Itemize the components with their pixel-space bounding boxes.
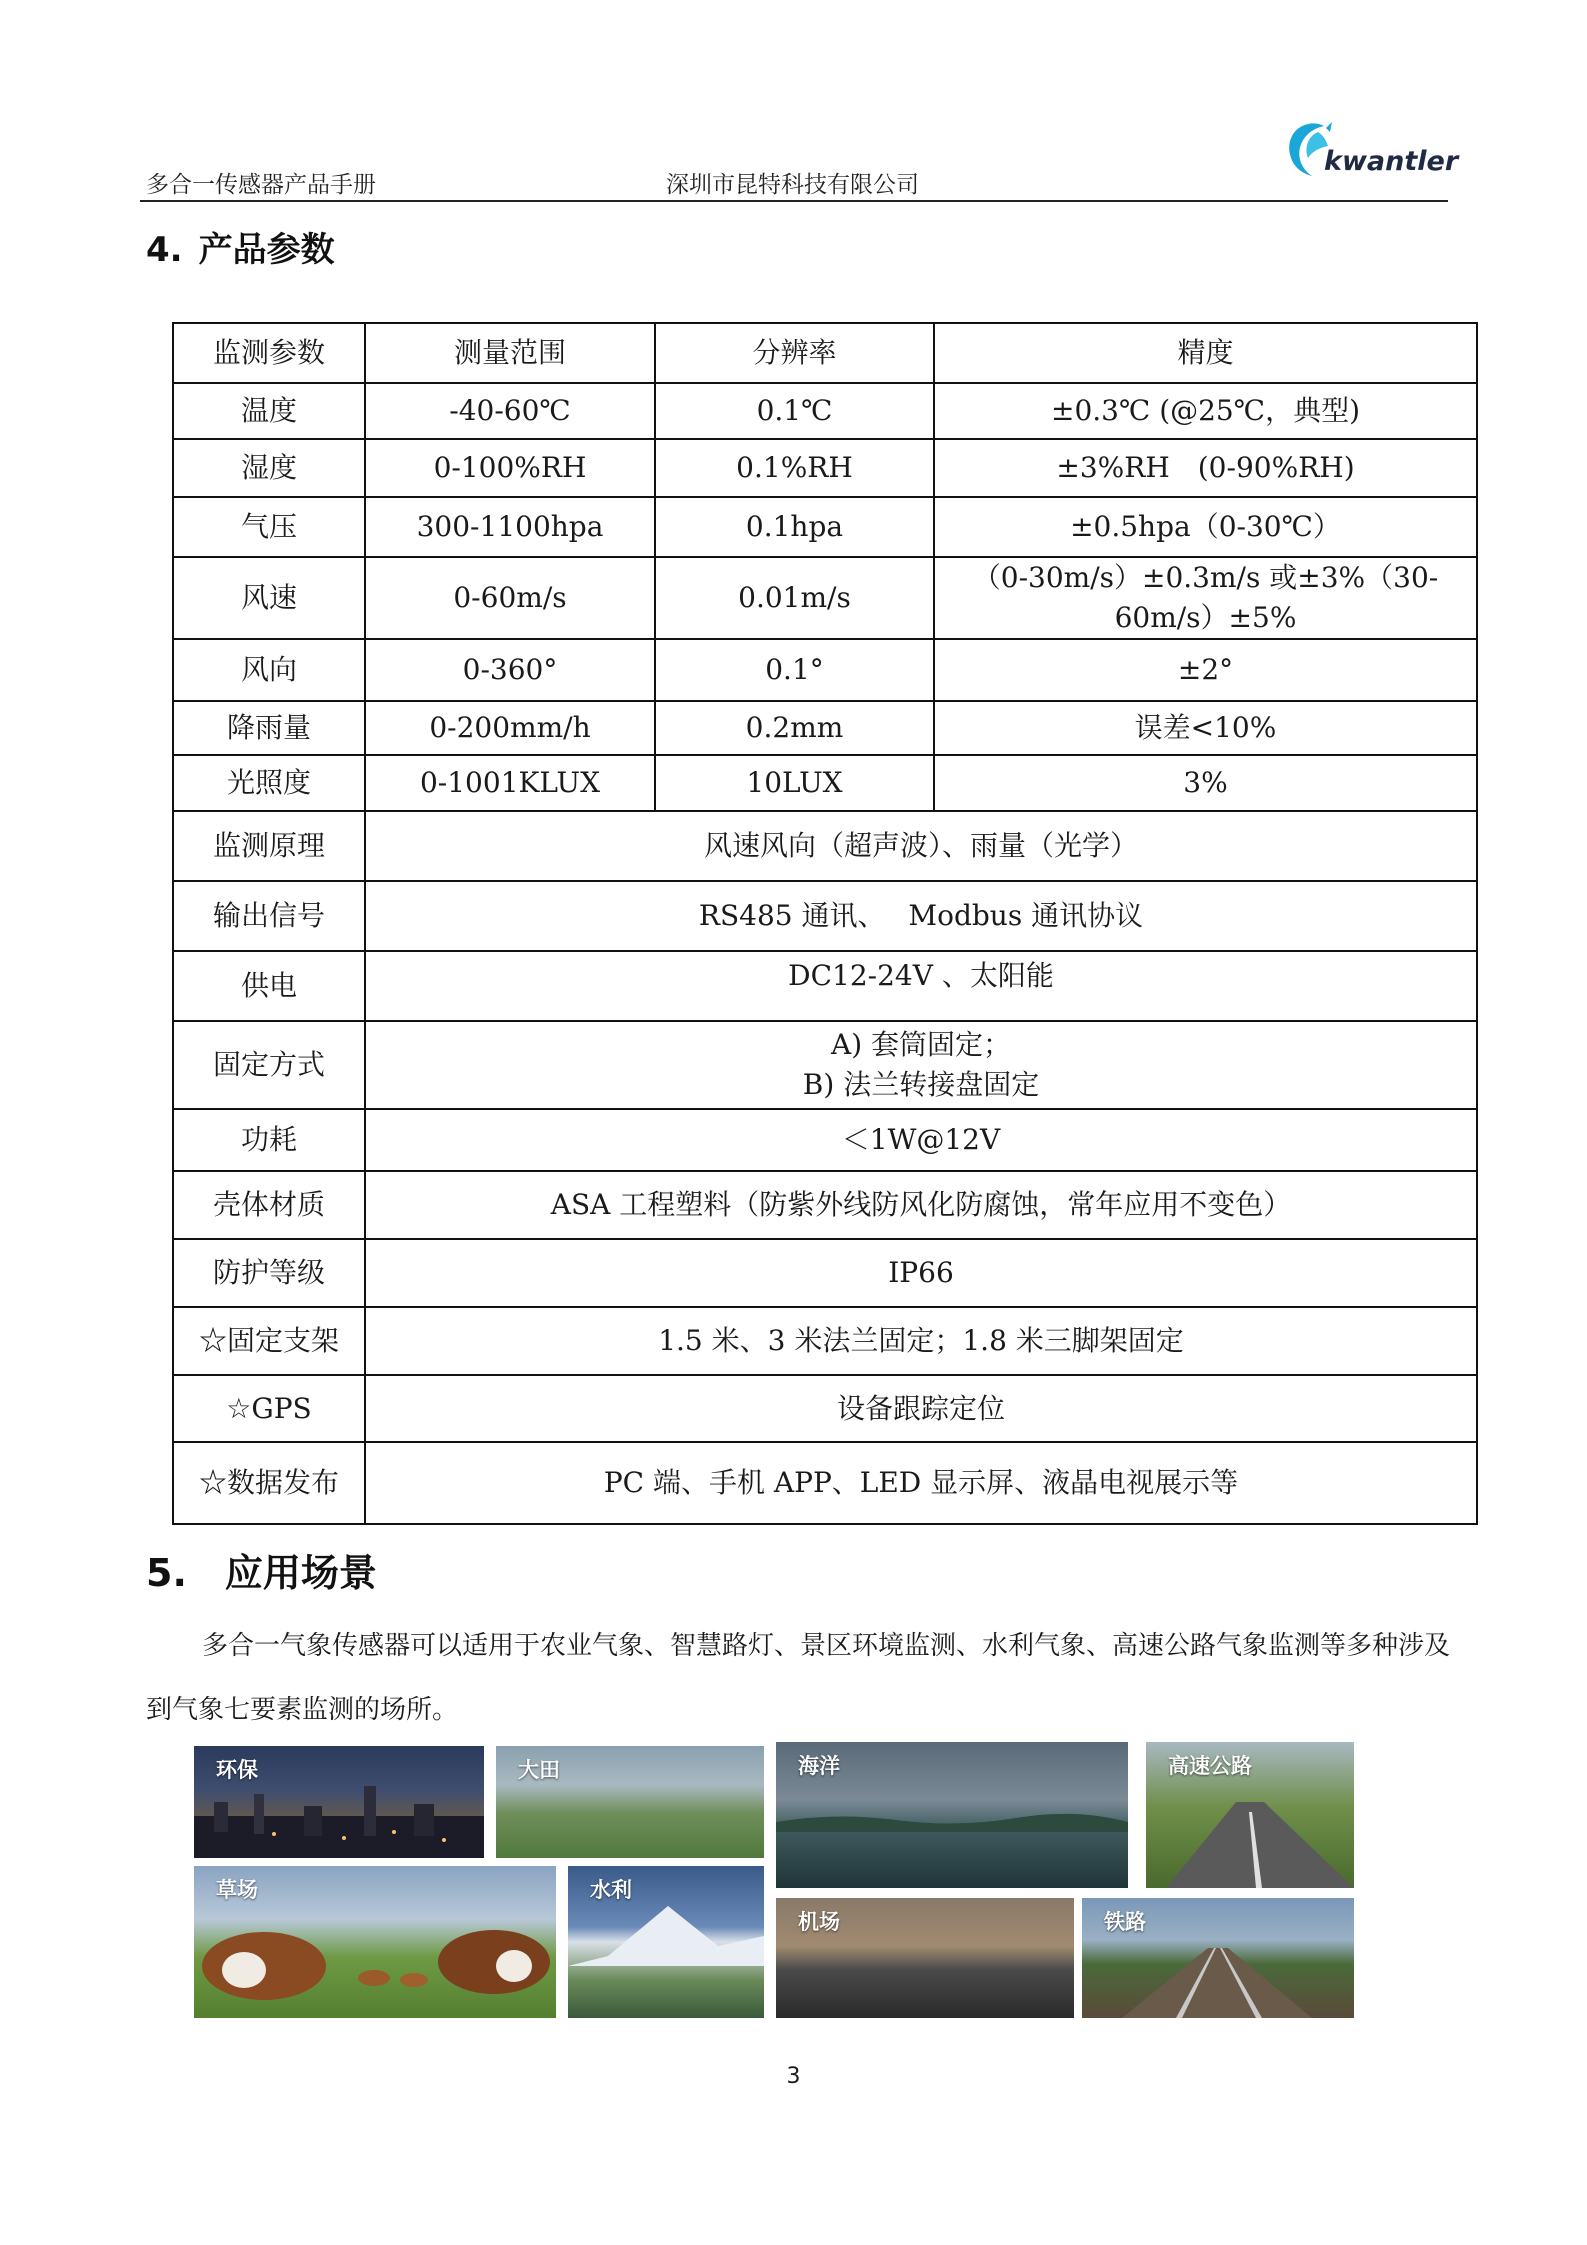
kwantler-logo <box>1278 110 1458 190</box>
param-range: 0-100%RH <box>365 439 655 497</box>
header-cell: 精度 <box>934 323 1477 383</box>
logo-text: kwantler <box>1324 146 1459 177</box>
header-divider <box>140 200 1448 202</box>
table-row <box>173 701 1477 755</box>
scene-tile-field <box>496 1746 764 1858</box>
application-paragraph: 多合一气象传感器可以适用于农业气象、智慧路灯、景区环境监测、水利气象、高速公路气象监测等多种涉及到气象七要素监测的场所。 <box>146 1631 1451 1725</box>
scene-tile-highway <box>1146 1742 1354 1888</box>
param-name: 风速 <box>173 557 365 639</box>
param-name: 湿度 <box>173 439 365 497</box>
table-row <box>173 755 1477 811</box>
value-line: A) 套筒固定； <box>830 1028 1012 1061</box>
product-parameters-table <box>172 322 1478 1525</box>
table-row <box>173 557 1477 639</box>
param-value: ＜1W@12V <box>365 1109 1477 1171</box>
param-name: 气压 <box>173 497 365 557</box>
value-line: B) 法兰转接盘固定 <box>802 1068 1040 1101</box>
param-accuracy: 误差<10% <box>934 701 1477 755</box>
table-row <box>173 1307 1477 1375</box>
company-name: 深圳市昆特科技有限公司 <box>666 172 919 198</box>
scene-tile-ocean <box>776 1742 1128 1888</box>
tile-label: 大田 <box>518 1758 560 1782</box>
page-number: 3 <box>786 2064 801 2089</box>
table-row <box>173 1021 1477 1109</box>
param-accuracy: ±0.5hpa（0-30℃） <box>934 497 1477 557</box>
param-value: 风速风向（超声波）、雨量（光学） <box>365 811 1477 881</box>
param-range: 300-1100hpa <box>365 497 655 557</box>
scene-tile-environment <box>194 1746 484 1858</box>
tile-label: 机场 <box>798 1910 840 1934</box>
param-resolution: 0.2mm <box>655 701 934 755</box>
table-row <box>173 1109 1477 1171</box>
table-row <box>173 1239 1477 1307</box>
param-name: 功耗 <box>173 1109 365 1171</box>
param-value: ASA 工程塑料（防紫外线防风化防腐蚀，常年应用不变色） <box>365 1171 1477 1239</box>
param-name: 固定方式 <box>173 1021 365 1109</box>
param-accuracy: ±3%RH (0-90%RH) <box>934 439 1477 497</box>
scene-tile-airport <box>776 1898 1074 2018</box>
tile-label: 高速公路 <box>1168 1754 1252 1778</box>
tile-label: 海洋 <box>798 1754 840 1778</box>
tile-label: 水利 <box>590 1878 632 1902</box>
header-cell: 测量范围 <box>365 323 655 383</box>
param-resolution: 0.1℃ <box>655 383 934 439</box>
scene-tile-railway <box>1082 1898 1354 2018</box>
param-resolution: 0.1hpa <box>655 497 934 557</box>
param-value: PC 端、手机 APP、LED 显示屏、液晶电视展示等 <box>365 1442 1477 1524</box>
section-5-heading <box>146 1542 377 1597</box>
param-value: 设备跟踪定位 <box>365 1375 1477 1442</box>
table-row <box>173 1442 1477 1524</box>
param-accuracy: 3% <box>934 755 1477 811</box>
param-name: ☆GPS <box>173 1375 365 1442</box>
table-row <box>173 1171 1477 1239</box>
table-row <box>173 439 1477 497</box>
param-value: DC12-24V 、太阳能 <box>365 951 1477 1021</box>
scene-tile-pasture <box>194 1866 556 2018</box>
table-row <box>173 1375 1477 1442</box>
param-value <box>365 1021 1477 1109</box>
param-accuracy: （0-30m/s）±0.3m/s 或±3%（30-60m/s）±5% <box>934 557 1477 639</box>
param-range: 0-1001KLUX <box>365 755 655 811</box>
table-row <box>173 383 1477 439</box>
scene-tile-water-conservancy <box>568 1866 764 2018</box>
tile-label: 环保 <box>216 1758 258 1782</box>
table-header-row <box>173 323 1477 383</box>
section-4-heading <box>146 222 335 271</box>
table-row <box>173 951 1477 1021</box>
table-row <box>173 639 1477 701</box>
param-resolution: 0.1° <box>655 639 934 701</box>
param-name: ☆数据发布 <box>173 1442 365 1524</box>
table-row <box>173 497 1477 557</box>
param-name: 降雨量 <box>173 701 365 755</box>
param-value: 1.5 米、3 米法兰固定；1.8 米三脚架固定 <box>365 1307 1477 1375</box>
param-range: 0-360° <box>365 639 655 701</box>
tile-label: 铁路 <box>1104 1910 1146 1934</box>
param-range: 0-60m/s <box>365 557 655 639</box>
param-name: ☆固定支架 <box>173 1307 365 1375</box>
param-range: -40-60℃ <box>365 383 655 439</box>
param-value: IP66 <box>365 1239 1477 1307</box>
param-value: RS485 通讯、 Modbus 通讯协议 <box>365 881 1477 951</box>
table-row <box>173 881 1477 951</box>
param-name: 输出信号 <box>173 881 365 951</box>
section-title: 应用场景 <box>224 1551 377 1595</box>
param-resolution: 0.01m/s <box>655 557 934 639</box>
param-name: 供电 <box>173 951 365 1021</box>
param-name: 温度 <box>173 383 365 439</box>
table-row <box>173 811 1477 881</box>
param-name: 壳体材质 <box>173 1171 365 1239</box>
param-name: 防护等级 <box>173 1239 365 1307</box>
tile-label: 草场 <box>216 1878 258 1902</box>
section-number: 4. <box>146 230 183 270</box>
param-resolution: 10LUX <box>655 755 934 811</box>
param-name: 风向 <box>173 639 365 701</box>
header-cell: 分辨率 <box>655 323 934 383</box>
param-accuracy: ±2° <box>934 639 1477 701</box>
param-range: 0-200mm/h <box>365 701 655 755</box>
param-accuracy: ±0.3℃ (@25℃，典型) <box>934 383 1477 439</box>
section-title: 产品参数 <box>198 230 335 270</box>
param-name: 光照度 <box>173 755 365 811</box>
header-cell: 监测参数 <box>173 323 365 383</box>
param-name: 监测原理 <box>173 811 365 881</box>
section-number: 5. <box>146 1551 187 1595</box>
param-resolution: 0.1%RH <box>655 439 934 497</box>
document-title: 多合一传感器产品手册 <box>146 172 376 198</box>
